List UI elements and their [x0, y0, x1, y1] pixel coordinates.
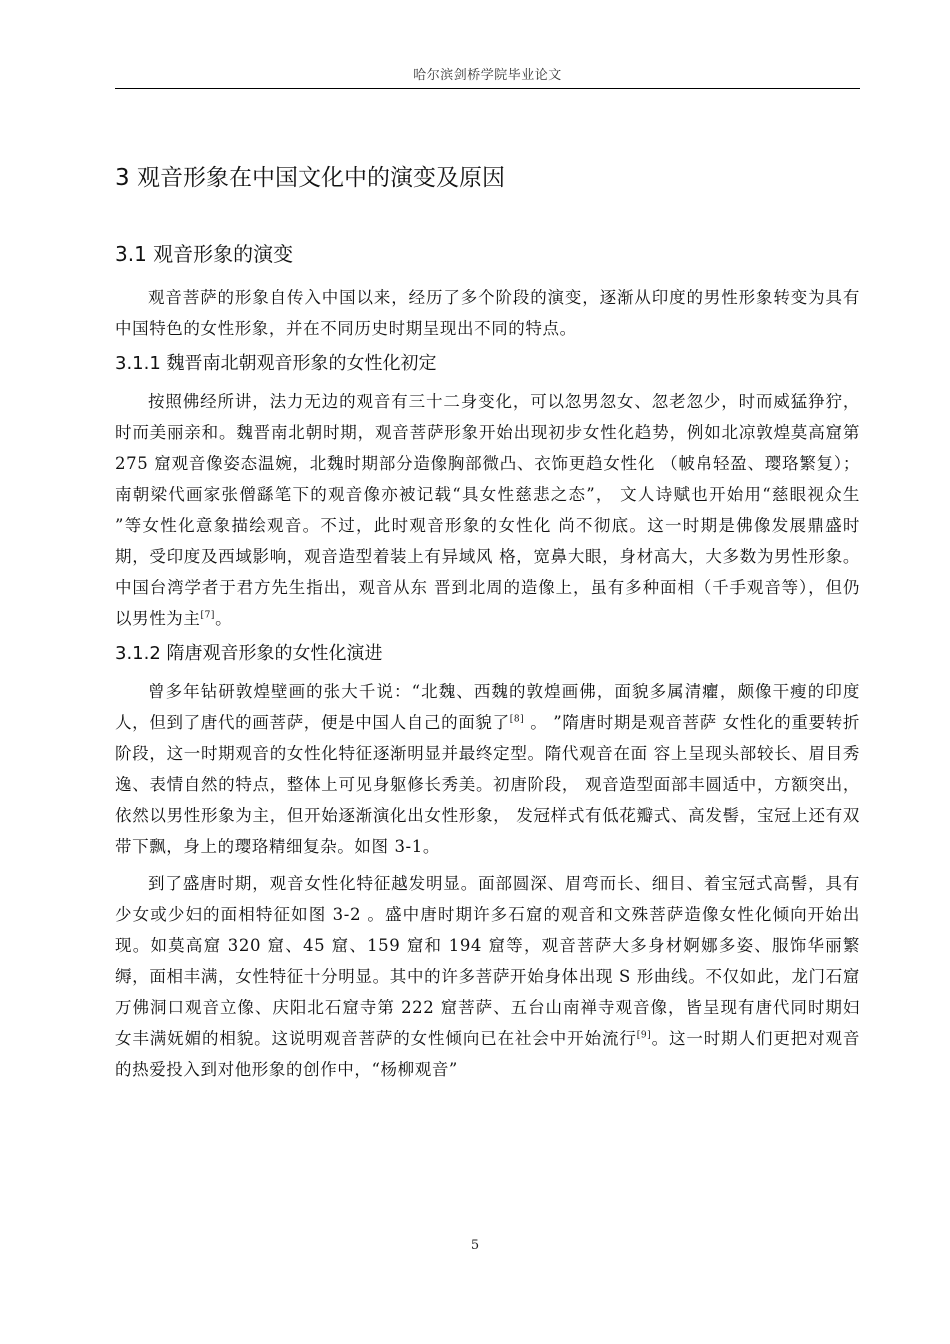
page-body	[115, 158, 860, 1085]
header-rule	[115, 88, 860, 89]
citation-marker: [7]	[200, 610, 216, 621]
paragraph-text: 曾多年钻研敦煌壁画的张大千说：“北魏、西魏的敦煌画佛，面貌多属清癯，颇像干瘦的印度人，但到了唐代的画菩萨，便是中国人自己的面貌了	[115, 682, 860, 732]
section-title-3-1: 3.1 观音形象的演变	[115, 242, 294, 266]
running-header: 哈尔滨剑桥学院毕业论文	[413, 68, 562, 83]
page-number: 5	[470, 1238, 480, 1253]
paragraph-text: 到了盛唐时期，观音女性化特征越发明显。面部圆深、眉弯而长、细目、着宝冠式高髻，具有少女或少妇的面相特征如图 3-2 。盛中唐时期许多石窟的观音和文殊菩萨造像女性化倾向开始出现。如莫高窟 320 窟、45 窟、159 窟和 194 窟等，观音菩萨大多身材婀娜多姿、服饰华丽繁缛，面相丰满，女性特征十分明显。其中的许多菩萨开始身体出现 S 形曲线。不仅如此，龙门石窟万佛洞口观音立像、庆阳北石窟寺第 222 窟菩萨、五台山南禅寺观音像，皆呈现有唐代同时期妇女丰满妩媚的相貌。这说明观音菩萨的女性倾向已在社会中开始流行	[115, 874, 860, 1048]
paragraph-text: 。	[215, 609, 233, 628]
paragraph-text: 。这一时期人们更把对观音的热爱投入到对他形象的创作中，“杨柳观音”	[115, 1029, 861, 1079]
chapter-title: 3 观音形象在中国文化中的演变及原因	[115, 165, 505, 191]
subsection-3-1-2-paragraph-1	[115, 676, 860, 862]
subsection-title-3-1-2: 3.1.2 隋唐观音形象的女性化演进	[115, 643, 383, 664]
section-3-1-intro: 观音菩萨的形象自传入中国以来，经历了多个阶段的演变，逐渐从印度的男性形象转变为具有中国特色的女性形象，并在不同历史时期呈现出不同的特点。	[115, 288, 860, 338]
subsection-3-1-1-paragraph	[115, 386, 860, 634]
paragraph-text: 按照佛经所讲，法力无边的观音有三十二身变化，可以忽男忽女、忽老忽少，时而威猛狰狞，时而美丽亲和。魏晋南北朝时期，观音菩萨形象开始出现初步女性化趋势，例如北凉敦煌莫高窟第 275 窟观音像姿态温婉，北魏时期部分造像胸部微凸、衣饰更趋女性化 （帔帛轻盈、璎珞繁复）；南朝梁代画家张僧繇笔下的观音像亦被记载“具女性慈悲之态”， 文人诗赋也开始用“慈眼视众生 ”等女性化意象描绘观音。不过，此时观音形象的女性化 尚不彻底。这一时期是佛像发展鼎盛时期，受印度及西域影响，观音造型着装上有异域风 格，宽鼻大眼，身材高大，大多数为男性形象。中国台湾学者于君方先生指出，观音从东 晋到北周的造像上，虽有多种面相（千手观音等），但仍以男性为主	[115, 392, 860, 628]
citation-marker: [9]	[636, 1030, 652, 1041]
paragraph-text: 。 ”隋唐时期是观音菩萨 女性化的重要转折阶段，这一时期观音的女性化特征逐渐明显并最终定型。隋代观音在面 容上呈现头部较长、眉目秀逸、表情自然的特点，整体上可见身躯修长秀美。初唐阶段， 观音造型面部丰圆适中，方额突出，依然以男性形象为主，但开始逐渐演化出女性形象， 发冠样式有低花瓣式、高发髻，宝冠上还有双带下飘，身上的璎珞精细复杂。如图 3-1。	[115, 713, 860, 856]
subsection-title-3-1-1: 3.1.1 魏晋南北朝观音形象的女性化初定	[115, 353, 437, 374]
subsection-3-1-2-paragraph-2	[115, 868, 860, 1085]
citation-marker: [8]	[509, 714, 525, 725]
